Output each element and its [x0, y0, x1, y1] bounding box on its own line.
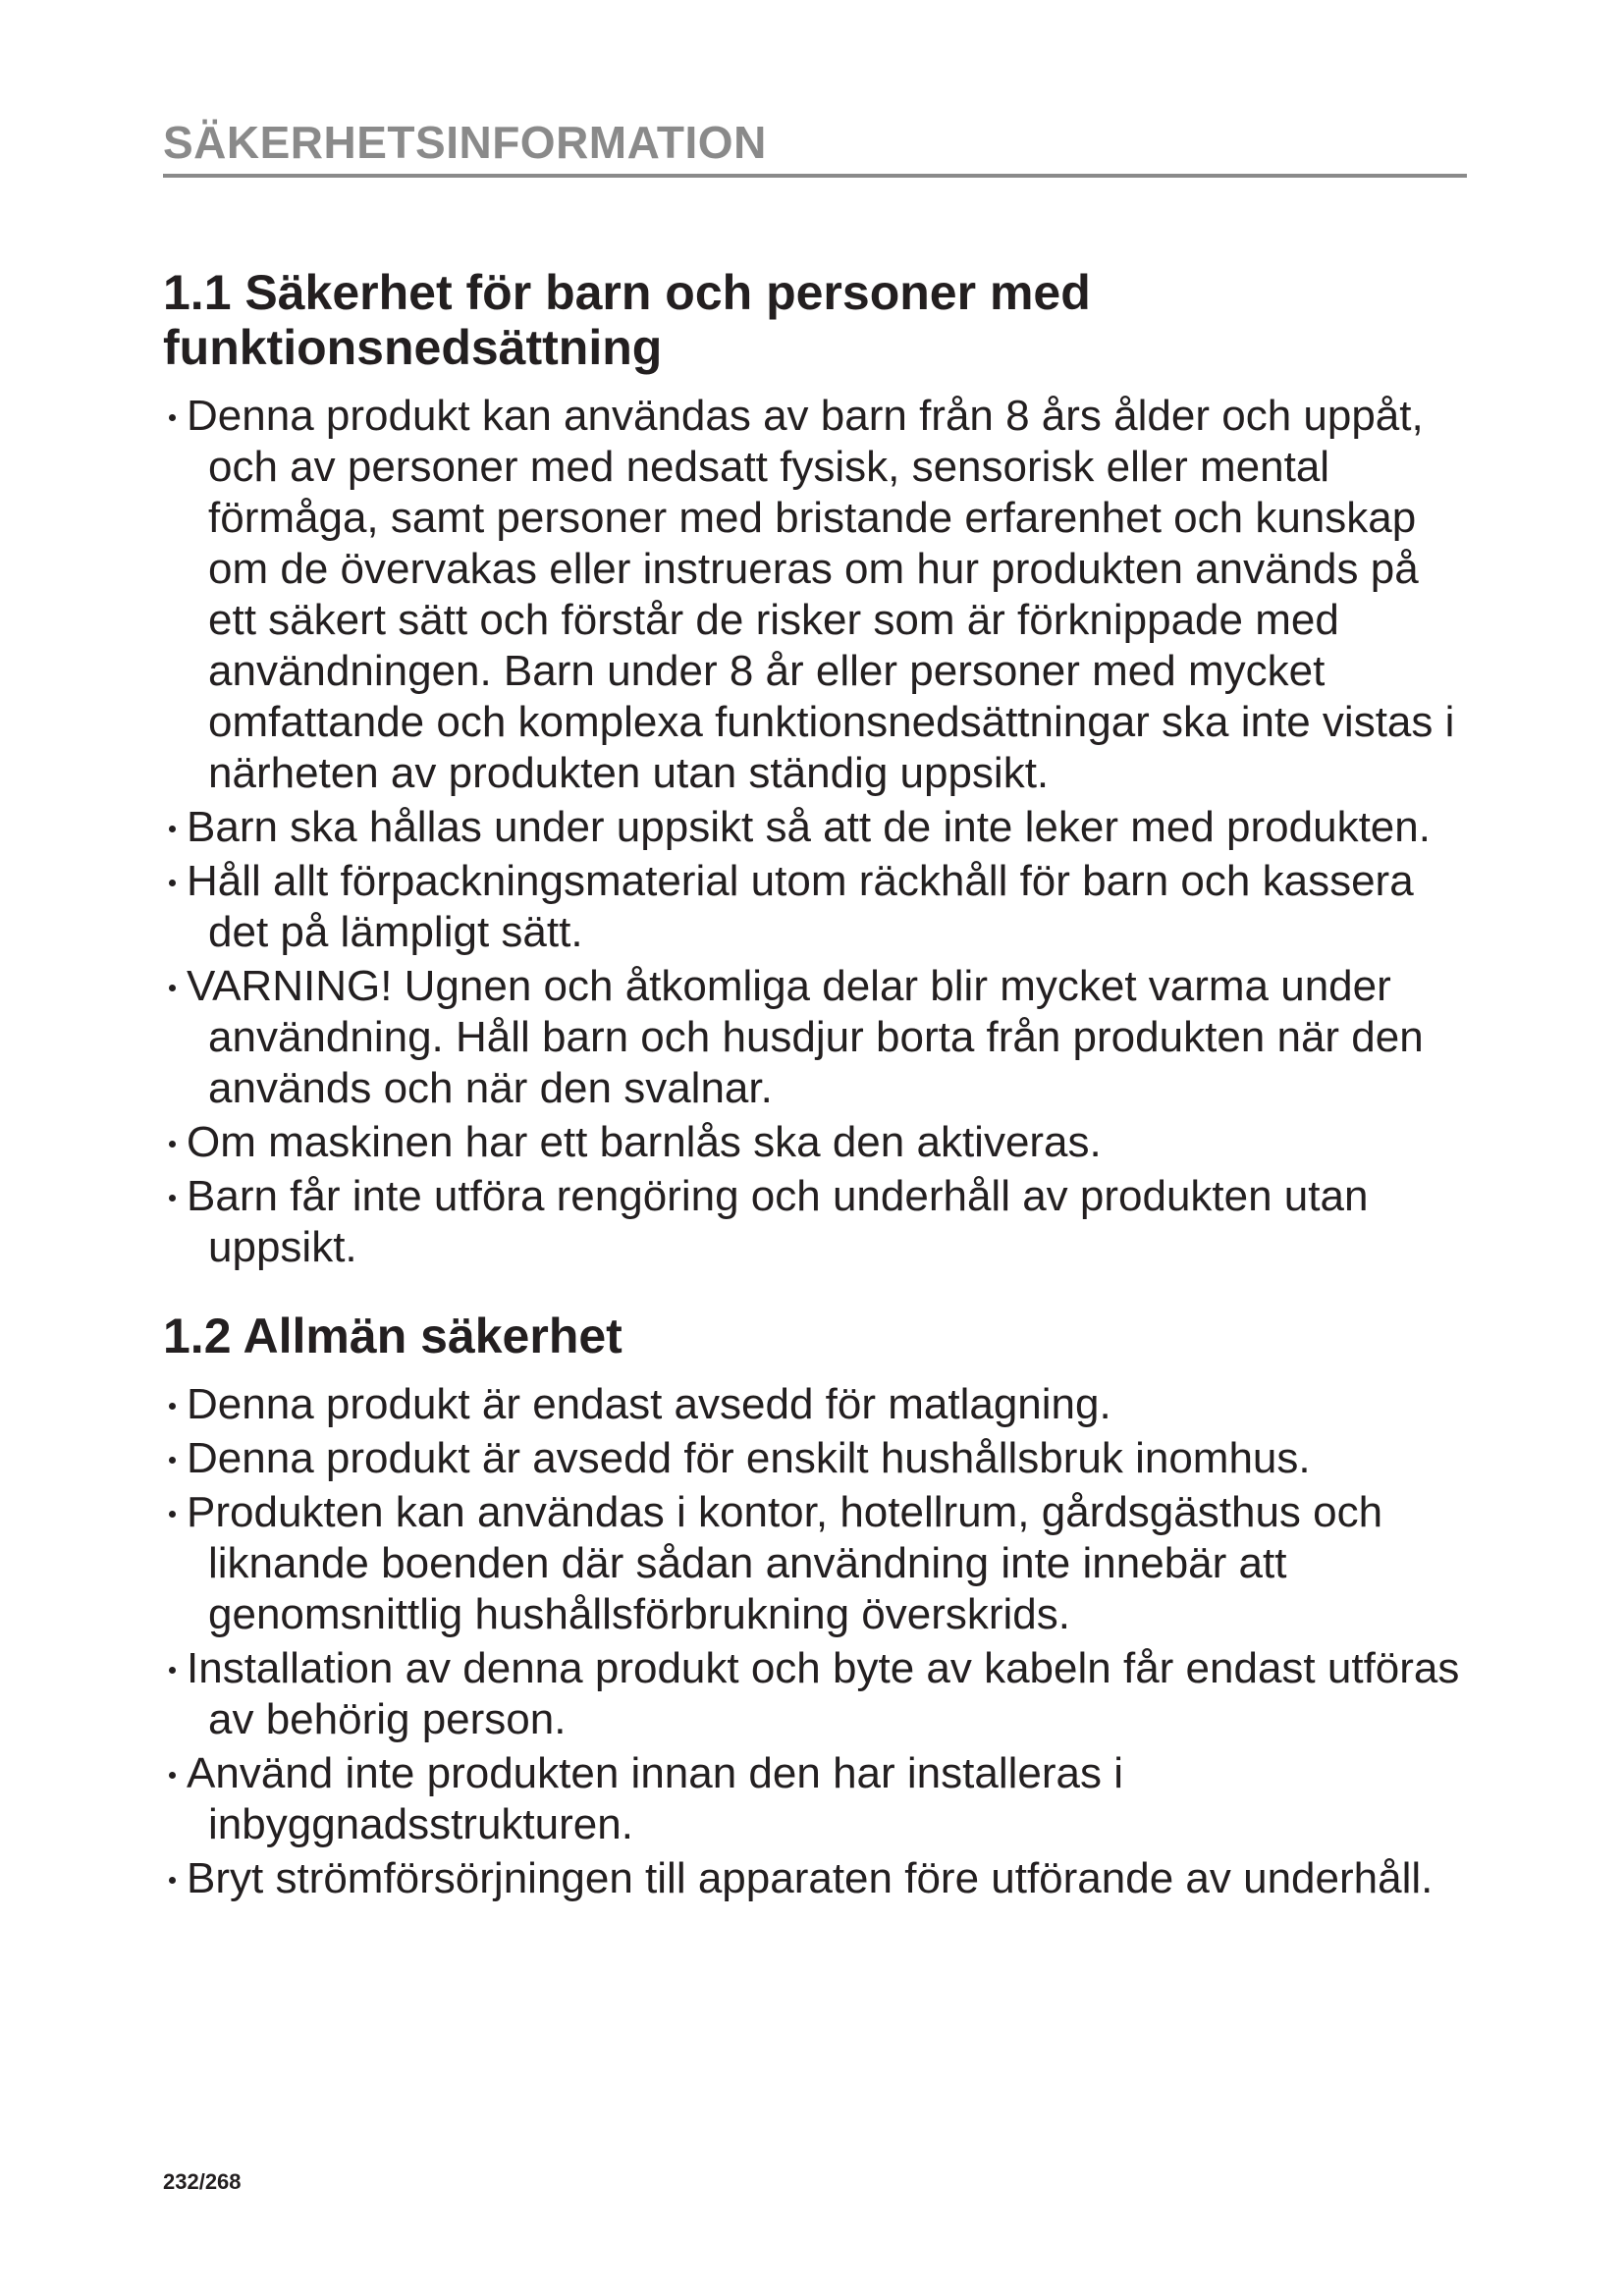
list-item-text: Barn ska hållas under uppsikt så att de inte leker med produkten. [187, 803, 1431, 851]
list-item-text: Denna produkt är endast avsedd för matlagning. [187, 1380, 1111, 1428]
list-item [163, 1853, 1469, 1904]
page-header [163, 118, 1467, 178]
bullet-icon [169, 1772, 176, 1779]
list-item [163, 1117, 1469, 1168]
list-item [163, 1433, 1469, 1484]
bullet-icon [169, 826, 176, 832]
list-item [163, 1171, 1469, 1273]
list-item-text: Bryt strömförsörjningen till apparaten före utförande av underhåll. [187, 1854, 1434, 1902]
list-item-text: Denna produkt kan användas av barn från 8 års ålder och uppåt, och av personer med nedsatt fysisk, sensorisk eller mental förmåga, samt personer med bristande erfarenhet och kunskap om de övervakas eller instrueras om hur produkten används på ett säkert sätt och förstår de risker som är förknippade med användningen. Barn under 8 år eller personer med mycket omfattande och komplexa funktionsnedsättningar ska inte vistas i närheten av produkten utan ständig uppsikt. [187, 392, 1455, 797]
bullet-icon [169, 414, 176, 421]
bullet-icon [169, 985, 176, 991]
bullet-icon [169, 880, 176, 886]
list-item-text: Om maskinen har ett barnlås ska den aktiveras. [187, 1118, 1102, 1166]
bullet-list-1-1 [163, 391, 1469, 1273]
bullet-icon [169, 1511, 176, 1518]
list-item-text: Barn får inte utföra rengöring och underhåll av produkten utan uppsikt. [187, 1172, 1369, 1271]
list-item [163, 1487, 1469, 1640]
list-item [163, 391, 1469, 799]
bullet-icon [169, 1141, 176, 1148]
bullet-list-1-2 [163, 1379, 1469, 1904]
page-content [163, 265, 1469, 1907]
list-item-text: Installation av denna produkt och byte av kabeln får endast utföras av behörig person. [187, 1644, 1460, 1743]
list-item [163, 1643, 1469, 1745]
bullet-icon [169, 1457, 176, 1464]
list-item [163, 1379, 1469, 1430]
list-item-text: Produkten kan användas i kontor, hotellrum, gårdsgästhus och liknande boenden där sådan användning inte innebär att genomsnittlig hushållsförbrukning överskrids. [187, 1488, 1383, 1638]
section-title-1-2: 1.2 Allmän säkerhet [163, 1308, 623, 1363]
header-title: SÄKERHETSINFORMATION [163, 117, 767, 168]
list-item [163, 961, 1469, 1114]
page-number: 232/268 [163, 2169, 242, 2194]
bullet-icon [169, 1877, 176, 1884]
list-item-text: Denna produkt är avsedd för enskilt hushållsbruk inomhus. [187, 1434, 1311, 1482]
list-item-text: VARNING! Ugnen och åtkomliga delar blir mycket varma under användning. Håll barn och husdjur borta från produkten när den används och när den svalnar. [187, 962, 1424, 1112]
bullet-icon [169, 1667, 176, 1674]
list-item [163, 802, 1469, 853]
bullet-icon [169, 1403, 176, 1410]
list-item-text: Använd inte produkten innan den har installeras i inbyggnadsstrukturen. [187, 1749, 1123, 1848]
list-item [163, 856, 1469, 958]
list-item-text: Håll allt förpackningsmaterial utom räckhåll för barn och kassera det på lämpligt sätt. [187, 857, 1414, 956]
section-title-1-1: 1.1 Säkerhet för barn och personer med funktionsnedsättning [163, 265, 1091, 375]
bullet-icon [169, 1195, 176, 1201]
list-item [163, 1748, 1469, 1850]
